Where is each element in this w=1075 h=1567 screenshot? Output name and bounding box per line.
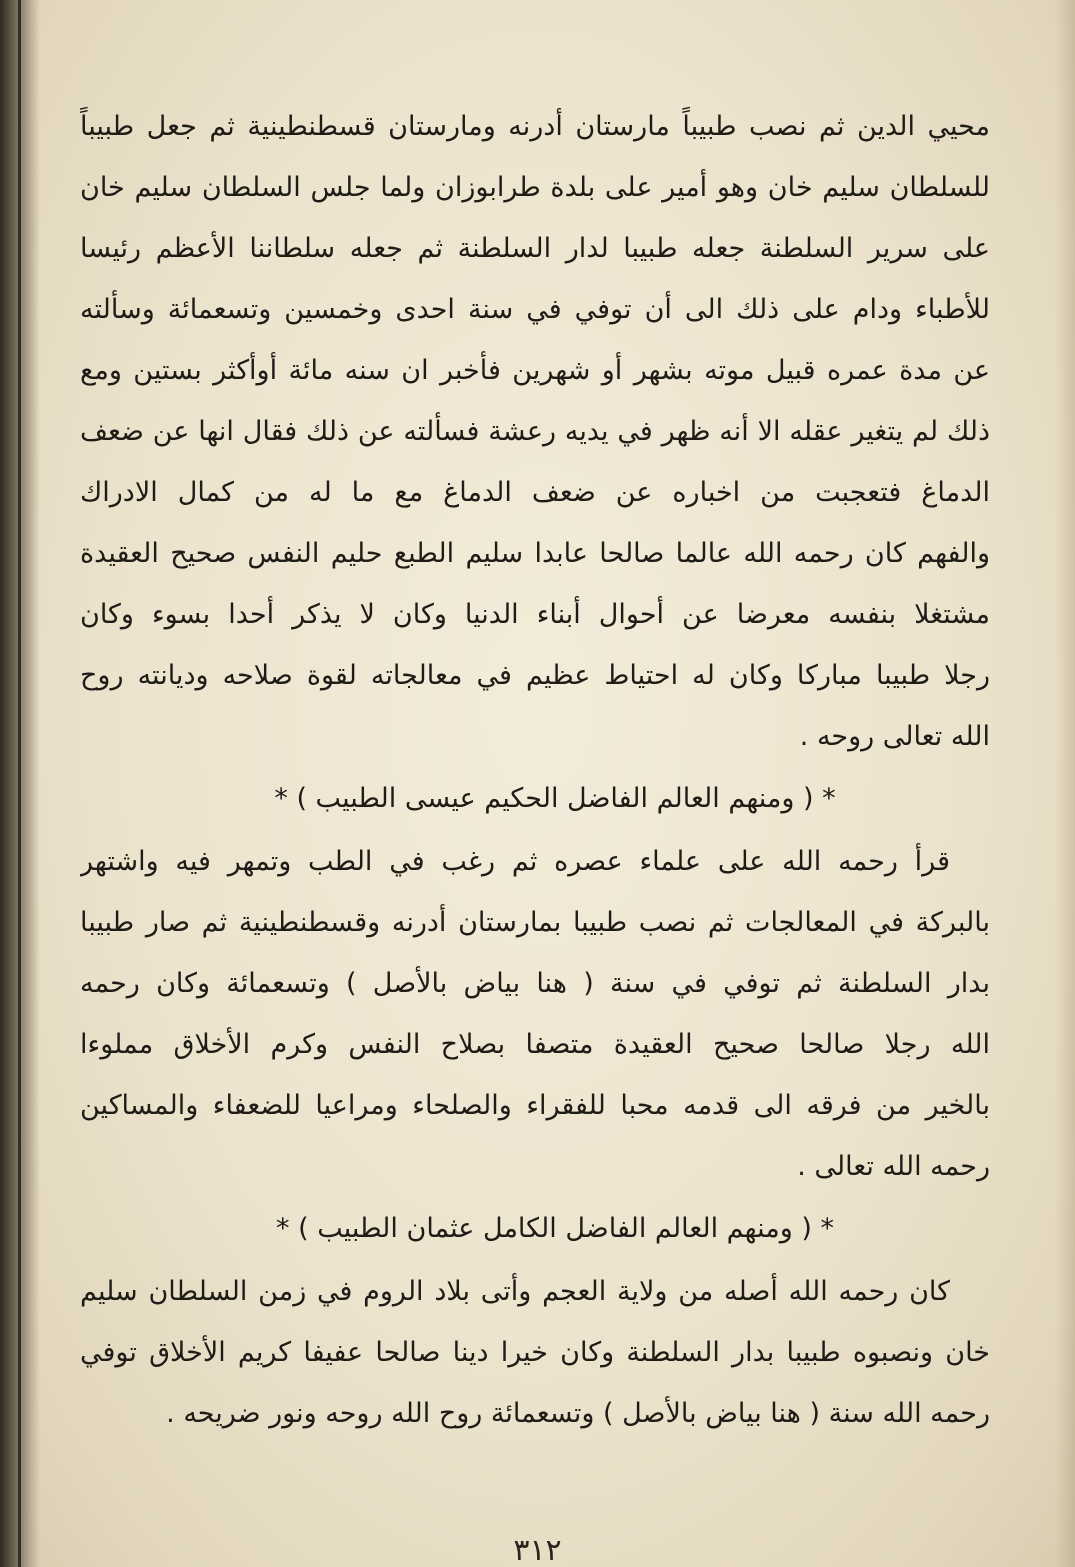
text-line: قرأ رحمه الله على علماء عصره ثم رغب في الطب وتمهر فيه واشتهر (80, 846, 950, 877)
text-line: الدماغ فتعجبت من اخباره عن ضعف الدماغ مع ما له من كمال الادراك (80, 477, 990, 508)
text-line: بالبركة في المعالجات ثم نصب طبيبا بمارستان أدرنه وقسطنطينية ثم صار طبيبا (80, 907, 990, 938)
text-line: للأطباء ودام على ذلك الى أن توفي في سنة احدى وخمسين وتسعمائة وسألته (80, 294, 990, 325)
text-line: ذلك لم يتغير عقله الا أنه ظهر في يديه رعشة فسألته عن ذلك فقال انها عن ضعف (80, 416, 990, 447)
text-line: مشتغلا بنفسه معرضا عن أحوال أبناء الدنيا وكان لا يذكر أحدا بسوء وكان (80, 599, 990, 630)
text-line: عن مدة عمره قبيل موته بشهر أو شهرين فأخبر ان سنه مائة أوأكثر بستين ومع (80, 355, 990, 386)
text-line: رجلا طبيبا مباركا وكان له احتياط عظيم في معالجاته لقوة صلاحه وديانته روح (80, 660, 990, 691)
text-line: خان ونصبوه طبيبا بدار السلطنة وكان خيرا دينا صالحا عفيفا كريم الأخلاق توفي (80, 1337, 990, 1368)
page-edge-shadow (1055, 0, 1075, 1567)
page-text (80, 96, 990, 1444)
section-heading-uthman: * ( ومنهم العالم الفاضل الكامل عثمان الطبيب ) * (276, 1213, 834, 1244)
text-line: رحمه الله سنة ( هنا بياض بالأصل ) وتسعمائة روح الله روحه ونور ضريحه . (166, 1398, 990, 1429)
text-line: الله رجلا صالحا صحيح العقيدة متصفا بصلاح النفس وكرم الأخلاق مملوءا (80, 1029, 990, 1060)
text-line: رحمه الله تعالى . (797, 1151, 990, 1182)
text-line: بدار السلطنة ثم توفي في سنة ( هنا بياض بالأصل ) وتسعمائة وكان رحمه (80, 968, 990, 999)
text-line: بالخير من فرقه الى قدمه محبا للفقراء والصلحاء ومراعيا للضعفاء والمساكين (80, 1090, 990, 1121)
text-line: كان رحمه الله أصله من ولاية العجم وأتى بلاد الروم في زمن السلطان سليم (80, 1276, 950, 1307)
text-line: على سرير السلطنة جعله طبيبا لدار السلطنة ثم جعله سلطاننا الأعظم رئيسا (80, 233, 990, 264)
text-line: الله تعالى روحه . (799, 721, 990, 752)
text-line: للسلطان سليم خان وهو أمير على بلدة طرابوزان ولما جلس السلطان سليم خان (80, 172, 990, 203)
section-heading-isa: * ( ومنهم العالم الفاضل الحكيم عيسى الطبيب ) * (274, 783, 836, 814)
spine-edge (18, 0, 21, 1567)
text-line: والفهم كان رحمه الله عالما صالحا عابدا سليم الطبع حليم النفس صحيح العقيدة (80, 538, 990, 569)
text-line: محيي الدين ثم نصب طبيباً مارستان أدرنه ومارستان قسطنطينية ثم جعل طبيباً (80, 111, 990, 142)
page-number: ٣١٢ (513, 1533, 562, 1567)
